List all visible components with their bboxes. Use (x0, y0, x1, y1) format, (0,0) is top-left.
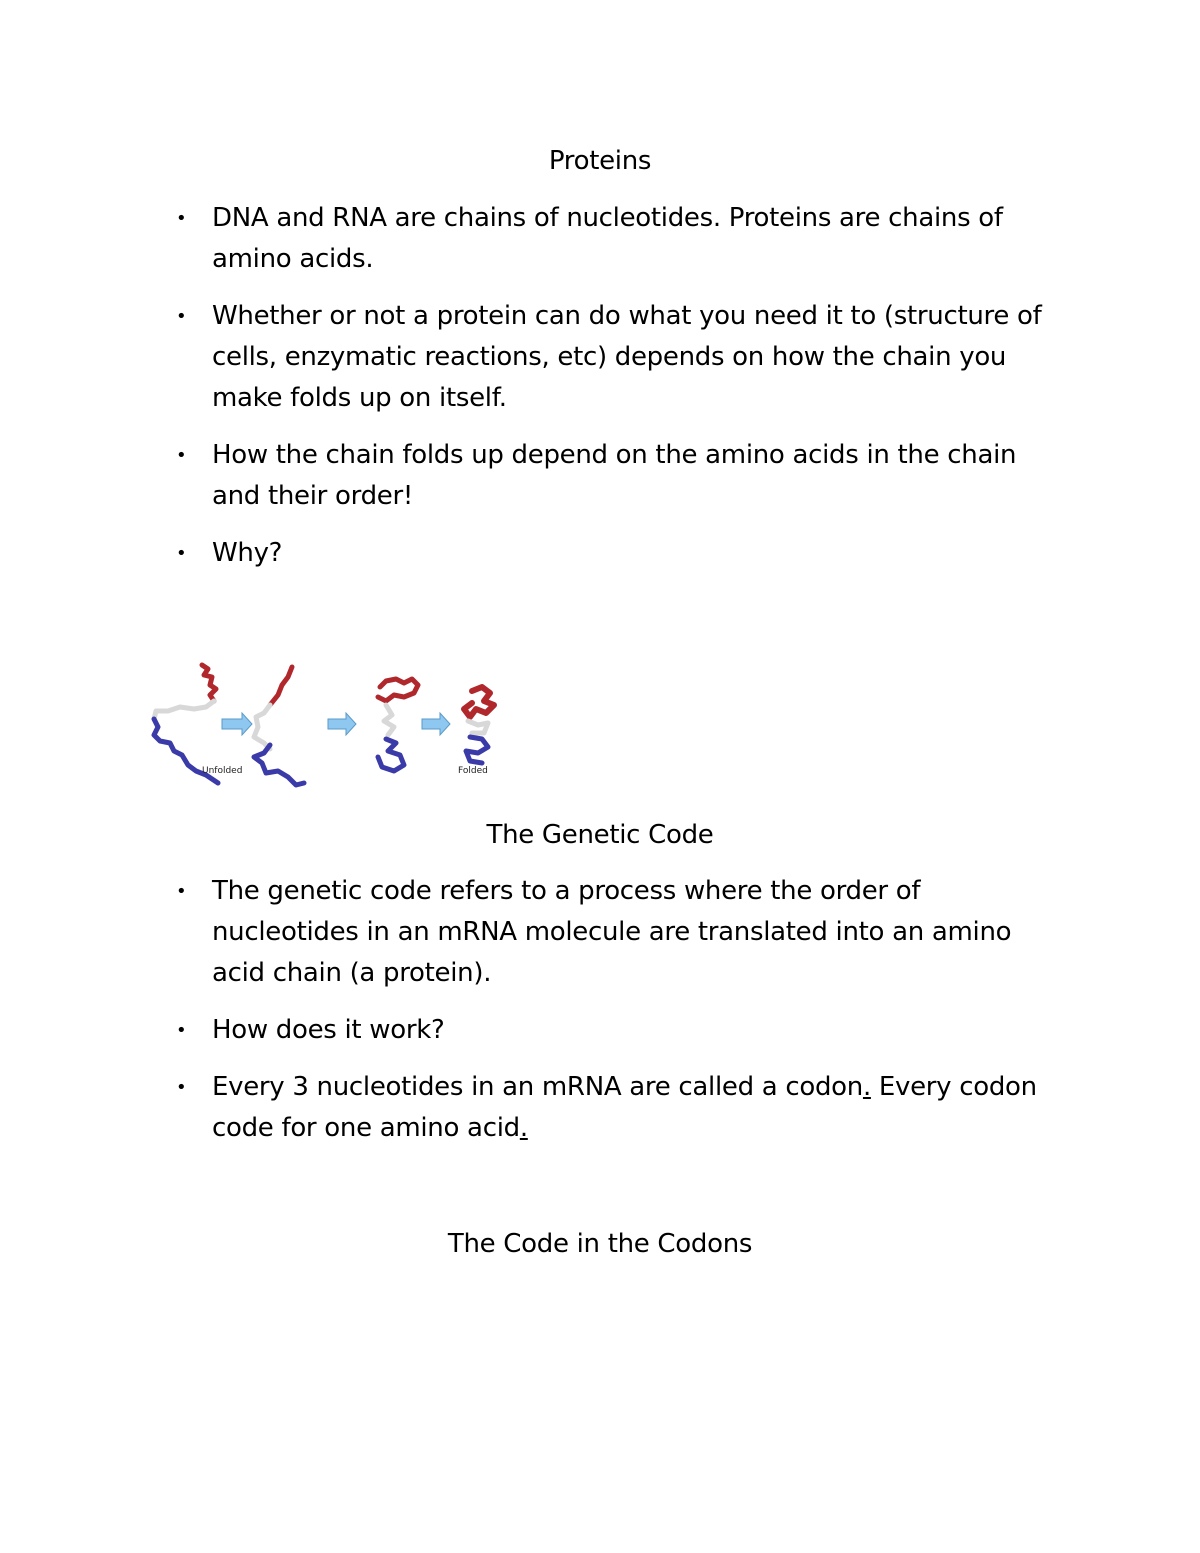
bullet-icon: • (176, 306, 187, 327)
protein-folding-illustration (150, 655, 500, 795)
figure-label-unfolded: Unfolded (202, 766, 243, 776)
bullet-icon: • (176, 445, 187, 466)
partially-folded-chain-1 (254, 667, 304, 785)
bullet-icon: • (176, 543, 187, 564)
list-item: • DNA and RNA are chains of nucleotides. Proteins are chains of amino acids. (170, 198, 1070, 280)
proteins-bullet-list (170, 198, 1070, 590)
heading-genetic-code: The Genetic Code (486, 820, 714, 850)
bullet-icon: • (176, 881, 187, 902)
partially-folded-chain-2 (378, 679, 418, 771)
arrow-icon (222, 713, 252, 735)
heading-code-in-codons: The Code in the Codons (447, 1229, 753, 1259)
list-item: • How the chain folds up depend on the amino acids in the chain and their order! (170, 435, 1070, 517)
folded-chain (464, 687, 494, 763)
bullet-icon: • (176, 1020, 187, 1041)
heading-proteins: Proteins (548, 146, 652, 176)
figure-label-folded: Folded (458, 766, 488, 776)
bullet-icon: • (176, 1077, 187, 1098)
genetic-code-bullet-list (170, 871, 1070, 1165)
protein-folding-figure (150, 655, 500, 795)
list-item: • The genetic code refers to a process where the order of nucleotides in an mRNA molecule are translated into an amino acid chain (a protein). (170, 871, 1070, 994)
bullet-icon: • (176, 208, 187, 229)
list-item: • Whether or not a protein can do what you need it to (structure of cells, enzymatic reactions, etc) depends on how the chain you make folds up on itself. (170, 296, 1070, 419)
list-item: • How does it work? (170, 1010, 1070, 1051)
list-item: • Every 3 nucleotides in an mRNA are called a codon. Every codon code for one amino acid. (170, 1067, 1070, 1149)
list-item: • Why? (170, 533, 1070, 574)
arrow-icon (328, 713, 356, 735)
arrow-icon (422, 713, 450, 735)
